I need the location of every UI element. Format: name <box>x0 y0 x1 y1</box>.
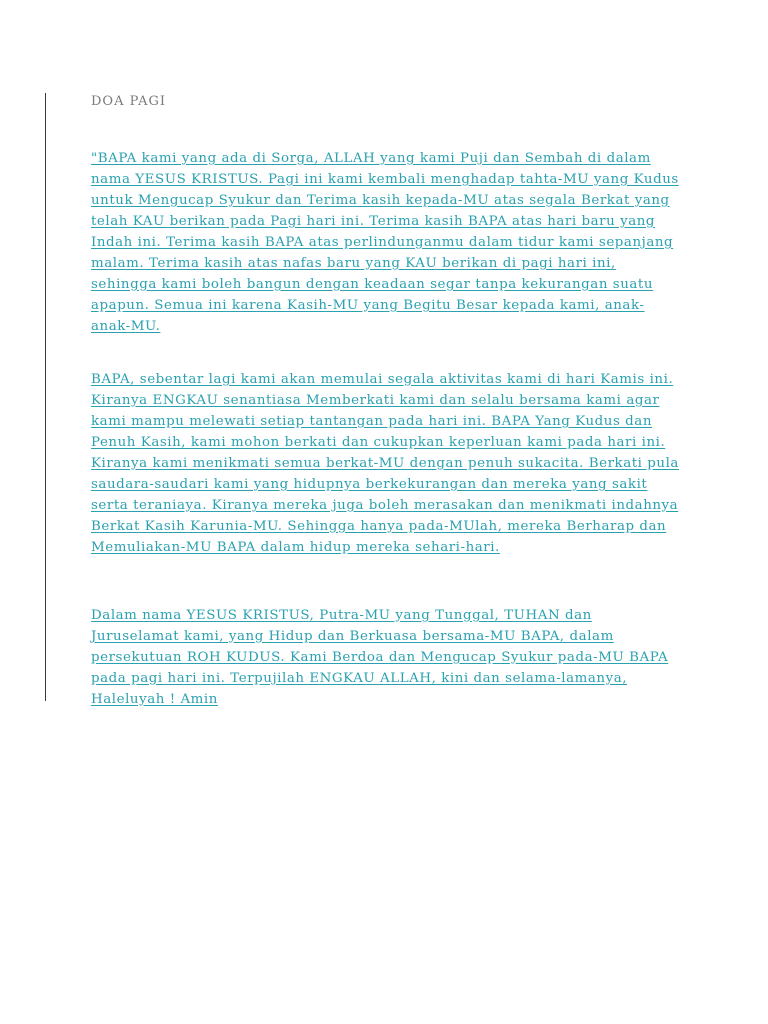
paragraph-spacer <box>91 558 681 605</box>
prayer-paragraph-1[interactable]: "BAPA kami yang ada di Sorga, ALLAH yang kami Puji dan Sembah di dalam nama YESUS KRISTUS. Pagi ini kami kembali menghadap tahta-MU yang Kudus untuk Mengucap Syukur dan Terima kasih kepada-MU atas segala Berkat yang telah KAU berikan pada Pagi hari ini. Terima kasih BAPA atas hari baru yang Indah ini. Terima kasih BAPA atas perlindunganmu dalam tidur kami sepanjang malam. Terima kasih atas nafas baru yang KAU berikan di pagi hari ini, sehingga kami boleh bangun dengan keadaan segar tanpa kekurangan suatu apapun. Semua ini karena Kasih-MU yang Begitu Besar kepada kami, anak-anak-MU. <box>91 151 679 334</box>
paragraph-spacer <box>91 337 681 369</box>
document-title: DOA PAGI <box>91 94 167 109</box>
prayer-paragraph-2[interactable]: BAPA, sebentar lagi kami akan memulai segala aktivitas kami di hari Kamis ini. Kiranya ENGKAU senantiasa Memberkati kami dan selalu bersama kami agar kami mampu melewati setiap tantangan pada hari ini. BAPA Yang Kudus dan Penuh Kasih, kami mohon berkati dan cukupkan keperluan kami pada hari ini. Kiranya kami menikmati semua berkat-MU dengan penuh sukacita. Berkati pula saudara-saudari kami yang hidupnya berkekurangan dan mereka yang sakit serta teraniaya. Kiranya mereka juga boleh merasakan dan menikmati indahnya Berkat Kasih Karunia-MU. Sehingga hanya pada-MUlah, mereka Berharap dan Memuliakan-MU BAPA dalam hidup mereka sehari-hari. <box>91 372 679 555</box>
margin-rule <box>45 93 46 701</box>
document-body <box>91 90 681 710</box>
prayer-paragraph-3[interactable]: Dalam nama YESUS KRISTUS, Putra-MU yang Tunggal, TUHAN dan Juruselamat kami, yang Hidup dan Berkuasa bersama-MU BAPA, dalam persekutuan ROH KUDUS. Kami Berdoa dan Mengucap Syukur pada-MU BAPA pada pagi hari ini. Terpujilah ENGKAU ALLAH, kini dan selama-lamanya, Haleluyah ! Amin <box>91 608 669 707</box>
